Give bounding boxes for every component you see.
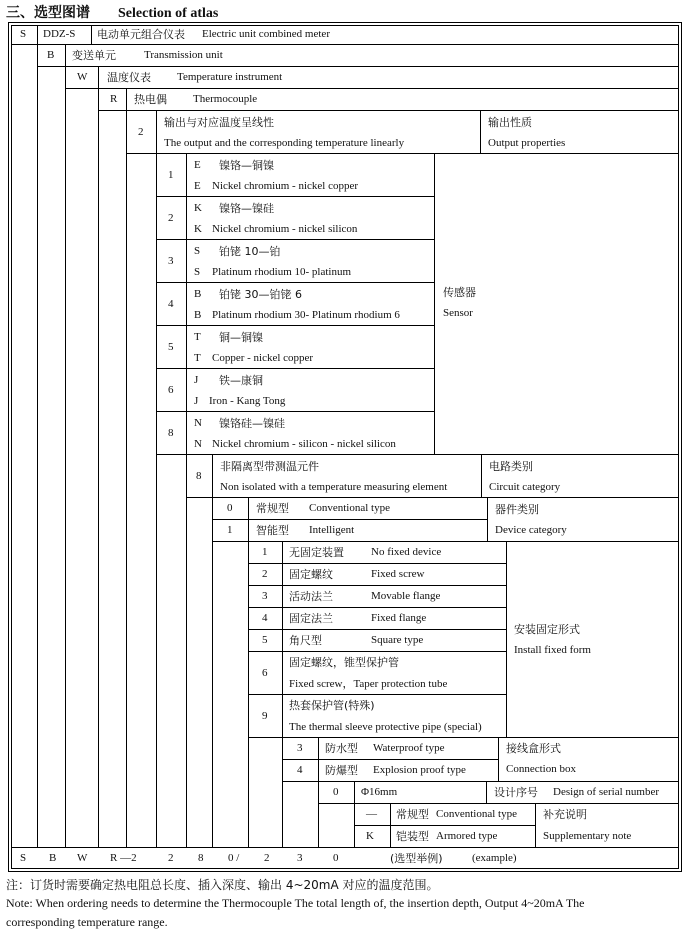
category-cn: 电路类别 xyxy=(489,460,533,473)
desc-cn: 输出与对应温度呈线性 xyxy=(164,116,274,129)
desc-cn: 固定螺纹，锥型保护管 xyxy=(289,656,399,669)
desc-en: Transmission unit xyxy=(144,49,223,61)
desc-cn: 防爆型 xyxy=(325,764,358,777)
category-en: Sensor xyxy=(443,307,473,319)
page-title xyxy=(6,2,218,22)
code-text: 2 xyxy=(168,212,174,224)
code-text: DDZ-S xyxy=(43,28,76,40)
code-text: 2 xyxy=(262,568,268,580)
type-letter: K xyxy=(194,223,202,235)
example-part: W xyxy=(77,852,88,864)
desc-cn: 热电偶 xyxy=(134,93,167,106)
example-label-en: (example) xyxy=(472,852,517,864)
code-text: 5 xyxy=(168,341,174,353)
example-part: B xyxy=(49,852,57,864)
desc-cn: 固定螺纹 xyxy=(289,568,333,581)
code-text: R xyxy=(110,93,118,105)
code-text: 5 xyxy=(262,634,268,646)
type-letter: S xyxy=(194,266,201,278)
desc-en: Fixed flange xyxy=(371,612,427,624)
desc-cn: 活动法兰 xyxy=(289,590,333,603)
desc-en: The thermal sleeve protective pipe (special) xyxy=(289,721,482,733)
code-text: 3 xyxy=(168,255,174,267)
desc-cn: 铁—康铜 xyxy=(219,374,263,387)
code-text: 3 xyxy=(297,742,303,754)
code-text: 6 xyxy=(262,667,268,679)
category-cn: 器件类别 xyxy=(495,503,539,516)
type-letter: T xyxy=(194,331,201,343)
code-text: 3 xyxy=(262,590,268,602)
code-text: 1 xyxy=(168,169,174,181)
desc-en: Fixed screw xyxy=(371,568,425,580)
desc-en: The output and the corresponding temperature linearly xyxy=(164,137,405,149)
code-text: B xyxy=(47,49,55,61)
note-cn: 注：订货时需要确定热电阻总长度、插入深度、输出 4~20mA 对应的温度范围。 xyxy=(6,878,439,892)
desc-en: Movable flange xyxy=(371,590,441,602)
example-part: 2 xyxy=(264,852,270,864)
example-part: 3 xyxy=(297,852,303,864)
desc-cn: 固定法兰 xyxy=(289,612,333,625)
code-text: 6 xyxy=(168,384,174,396)
desc-en: Armored type xyxy=(436,830,498,842)
table-inner-frame xyxy=(11,25,679,869)
code-text: S xyxy=(20,28,27,40)
category-cn: 安装固定形式 xyxy=(514,623,580,636)
category-cn: 输出性质 xyxy=(488,116,532,129)
example-part: R —2 xyxy=(110,852,137,864)
desc-en: Waterproof type xyxy=(373,742,445,754)
desc-en: Explosion proof type xyxy=(373,764,466,776)
code-text: — xyxy=(366,808,377,820)
example-part: 0 xyxy=(333,852,339,864)
desc-en: Nickel chromium - nickel copper xyxy=(212,180,359,192)
desc-cn: 无固定装置 xyxy=(289,546,344,559)
desc-en: Fixed screw，Taper protection tube xyxy=(289,678,448,690)
desc-cn: 镍铬—铜镍 xyxy=(219,159,274,172)
code-text: 4 xyxy=(297,764,303,776)
example-part: 8 xyxy=(198,852,204,864)
desc-en: Platinum rhodium 10- platinum xyxy=(212,266,352,278)
desc-cn: 铂铑 10—铂 xyxy=(219,245,281,258)
title-cn: 三、选型图谱 xyxy=(6,5,90,21)
type-letter: E xyxy=(194,180,201,192)
desc-cn: 智能型 xyxy=(256,524,289,537)
desc-en: Temperature instrument xyxy=(177,71,283,83)
desc-cn: 角尺型 xyxy=(289,634,322,647)
serial-value: Φ16mm xyxy=(361,786,398,798)
code-text: 8 xyxy=(196,470,202,482)
example-part: 2 xyxy=(168,852,174,864)
category-cn: 补充说明 xyxy=(543,808,587,821)
desc-cn: 非隔离型带测温元件 xyxy=(220,460,319,473)
category-en: Design of serial number xyxy=(553,786,659,798)
desc-en: Conventional type xyxy=(436,808,517,820)
code-text: 2 xyxy=(138,126,144,138)
category-en: Supplementary note xyxy=(543,830,632,842)
type-letter: N xyxy=(194,438,202,450)
desc-en: Platinum rhodium 30- Platinum rhodium 6 xyxy=(212,309,400,321)
type-letter: J xyxy=(194,395,199,407)
desc-cn: 常规型 xyxy=(256,502,289,515)
code-text: 0 xyxy=(333,786,339,798)
example-label-cn: (选型举例) xyxy=(390,852,443,865)
desc-cn: 热套保护管(特殊) xyxy=(289,699,375,712)
desc-en: Conventional type xyxy=(309,502,390,514)
type-letter: K xyxy=(194,202,202,214)
code-text: 8 xyxy=(168,427,174,439)
desc-en: Non isolated with a temperature measuring element xyxy=(220,481,448,493)
code-text: 1 xyxy=(262,546,268,558)
desc-cn: 铠装型 xyxy=(396,830,429,843)
desc-cn: 铂铑 30—铂铑 6 xyxy=(219,288,302,301)
category-en: Install fixed form xyxy=(514,644,591,656)
desc-cn: 防水型 xyxy=(325,742,358,755)
code-text: 0 xyxy=(227,502,233,514)
desc-cn: 镍铬—镍硅 xyxy=(219,202,274,215)
desc-cn: 铜—铜镍 xyxy=(219,331,263,344)
type-letter: S xyxy=(194,245,201,257)
type-letter: E xyxy=(194,159,201,171)
code-text: 4 xyxy=(168,298,174,310)
desc-en: Electric unit combined meter xyxy=(202,28,330,40)
desc-en: Nickel chromium - silicon - nickel silicon xyxy=(212,438,396,450)
note-en-line2: corresponding temperature range. xyxy=(6,915,168,929)
note-en-line1: Note: When ordering needs to determine the Thermocouple The total length of, the insertion depth, Output 4~20mA The xyxy=(6,896,585,910)
code-text: 1 xyxy=(227,524,233,536)
example-part: S xyxy=(20,852,27,864)
desc-cn: 常规型 xyxy=(396,808,429,821)
category-cn: 传感器 xyxy=(443,286,476,299)
type-letter: B xyxy=(194,309,202,321)
code-text: 9 xyxy=(262,710,268,722)
category-cn: 设计序号 xyxy=(494,786,538,799)
desc-en: Square type xyxy=(371,634,424,646)
example-part: 0 / xyxy=(228,852,240,864)
type-letter: T xyxy=(194,352,201,364)
desc-cn: 温度仪表 xyxy=(107,71,151,84)
desc-en: Nickel chromium - nickel silicon xyxy=(212,223,358,235)
desc-en: Intelligent xyxy=(309,524,355,536)
code-text: K xyxy=(366,830,374,842)
type-letter: B xyxy=(194,288,202,300)
title-en: Selection of atlas xyxy=(118,6,219,21)
desc-cn: 变送单元 xyxy=(72,49,116,62)
category-en: Circuit category xyxy=(489,481,561,493)
category-cn: 接线盒形式 xyxy=(506,742,561,755)
category-en: Device category xyxy=(495,524,567,536)
desc-en: Thermocouple xyxy=(193,93,258,105)
desc-en: Iron - Kang Tong xyxy=(209,395,286,407)
code-text: 4 xyxy=(262,612,268,624)
category-en: Connection box xyxy=(506,763,576,775)
desc-en: No fixed device xyxy=(371,546,442,558)
desc-en: Copper - nickel copper xyxy=(212,352,314,364)
code-text: W xyxy=(77,71,88,83)
type-letter: J xyxy=(194,374,199,386)
category-en: Output properties xyxy=(488,137,566,149)
type-letter: N xyxy=(194,417,202,429)
desc-cn: 电动单元组合仪表 xyxy=(97,28,185,41)
desc-cn: 镍铬硅—镍硅 xyxy=(219,417,285,430)
